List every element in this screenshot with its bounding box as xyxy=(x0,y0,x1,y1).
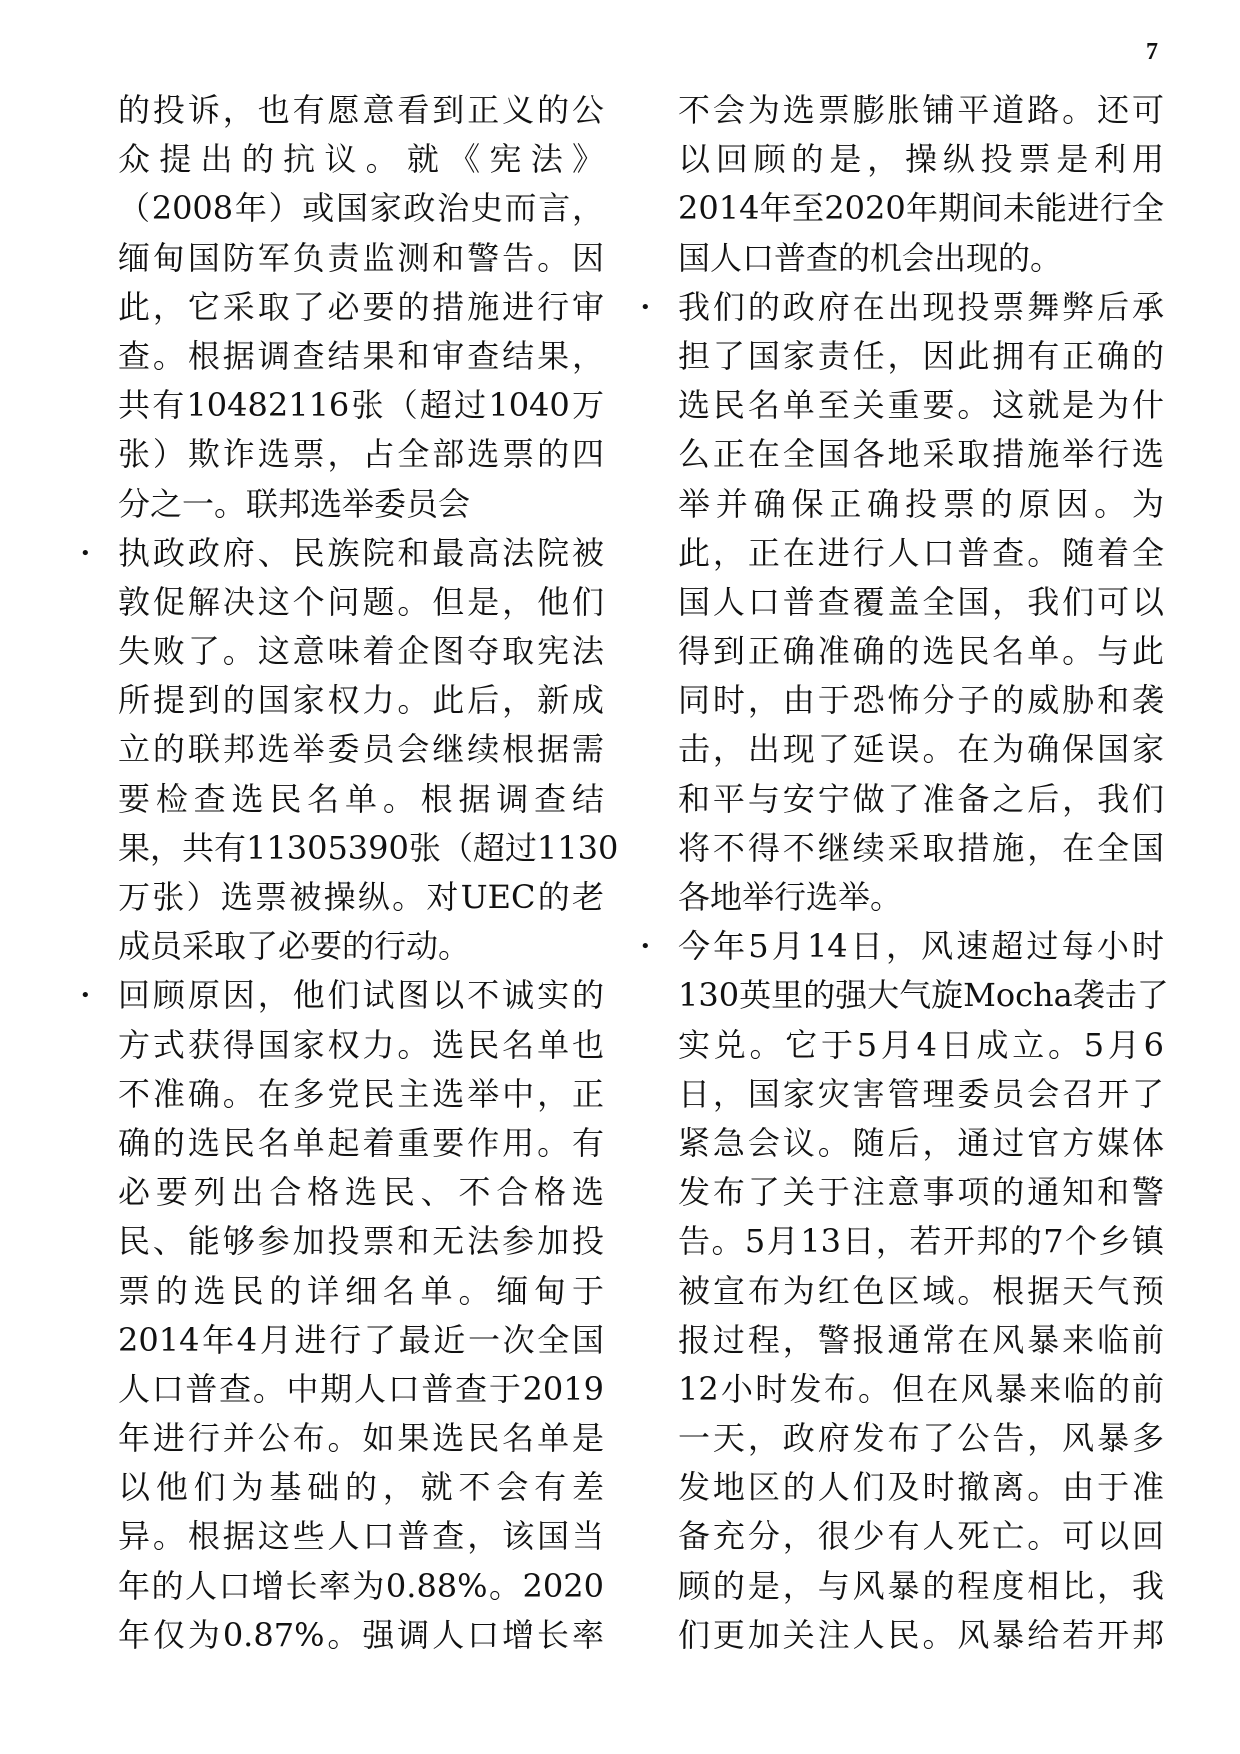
text-line-content: 的投诉，也有愿意看到正义的公 xyxy=(118,91,604,129)
text-line xyxy=(118,676,604,725)
text-line xyxy=(678,184,1164,233)
text-line xyxy=(118,1119,604,1168)
text-line-content: 今年5月14日，风速超过每小时 xyxy=(678,927,1164,966)
text-line xyxy=(118,234,604,283)
text-line xyxy=(118,135,604,184)
text-line-content: 张）欺诈选票，占全部选票的四 xyxy=(118,435,604,474)
text-line xyxy=(678,824,1164,873)
text-line-content: 失败了。这意味着企图夺取宪法 xyxy=(118,632,604,671)
text-line-content: 国人口普查的机会出现的。 xyxy=(678,238,1063,277)
text-line xyxy=(118,922,604,971)
text-line xyxy=(678,1267,1164,1316)
text-line-content: 2014年4月进行了最近一次全国 xyxy=(118,1320,604,1359)
text-line-content: 报过程，警报通常在风暴来临前 xyxy=(678,1320,1164,1359)
text-line xyxy=(678,1119,1164,1168)
text-line xyxy=(678,1316,1164,1365)
text-line xyxy=(678,1070,1164,1119)
text-line-content: 必要列出合格选民、不合格选 xyxy=(118,1173,604,1212)
text-line xyxy=(678,480,1164,529)
text-line xyxy=(118,184,604,233)
text-line xyxy=(678,332,1164,381)
text-line xyxy=(678,135,1164,184)
text-line xyxy=(678,873,1164,922)
text-line xyxy=(678,775,1164,824)
text-line-content: 被宣布为红色区域。根据天气预 xyxy=(678,1271,1164,1310)
text-line-content: 实兑。它于5月4日成立。5月6 xyxy=(678,1025,1164,1064)
text-line xyxy=(118,1217,604,1266)
text-line-content: 此，它采取了必要的措施进行审 xyxy=(118,287,604,326)
text-line-content: 12小时发布。但在风暴来临的前 xyxy=(678,1369,1164,1408)
text-line xyxy=(678,86,1164,135)
text-line-content: 立的联邦选举委员会继续根据需 xyxy=(118,730,604,769)
text-line xyxy=(678,234,1164,283)
text-line xyxy=(640,283,1164,332)
text-line-content: 所提到的国家权力。此后，新成 xyxy=(118,681,604,720)
text-line xyxy=(678,381,1164,430)
text-line-content: 以他们为基础的，就不会有差 xyxy=(118,1468,604,1507)
text-line xyxy=(118,725,604,774)
bullet-marker: • xyxy=(640,296,651,318)
text-line xyxy=(678,725,1164,774)
text-line xyxy=(678,578,1164,627)
text-line xyxy=(678,529,1164,578)
text-line-content: 130英里的强大气旋Mocha袭击了 xyxy=(678,976,1169,1015)
text-line-content: 共有10482116张（超过1040万 xyxy=(118,386,604,425)
text-line-content: 回顾原因，他们试图以不诚实的 xyxy=(118,976,604,1015)
text-line xyxy=(118,430,604,479)
right-column xyxy=(640,86,1169,1660)
text-line-content: 将不得不继续采取措施，在全国 xyxy=(678,828,1164,867)
text-line xyxy=(678,1414,1164,1463)
text-line-content: 年进行并公布。如果选民名单是 xyxy=(118,1419,604,1458)
text-line xyxy=(118,578,604,627)
text-line xyxy=(678,971,1169,1020)
text-line-content: 人口普查。中期人口普查于2019 xyxy=(118,1369,604,1408)
text-line xyxy=(678,1512,1164,1561)
text-line xyxy=(678,1168,1164,1217)
text-line xyxy=(678,1365,1164,1414)
text-line-content: 以回顾的是，操纵投票是利用 xyxy=(678,140,1164,179)
text-line-content: 缅甸国防军负责监测和警告。因 xyxy=(118,238,604,277)
text-line xyxy=(118,1168,604,1217)
text-line xyxy=(118,1365,604,1414)
text-line xyxy=(118,1267,604,1316)
text-line-content: （2008年）或国家政治史而言， xyxy=(118,189,604,228)
text-line xyxy=(118,1611,604,1660)
bullet-marker: • xyxy=(80,542,91,564)
text-line xyxy=(118,1414,604,1463)
text-line xyxy=(118,1512,604,1561)
text-line-content: 此，正在进行人口普查。随着全 xyxy=(678,533,1164,572)
text-line xyxy=(678,1021,1164,1070)
left-column xyxy=(80,86,619,1660)
text-line xyxy=(118,1070,604,1119)
text-line-content: 要检查选民名单。根据调查结 xyxy=(118,779,604,818)
text-line-content: 执政政府、民族院和最高法院被 xyxy=(118,533,604,572)
text-line xyxy=(678,430,1164,479)
text-line-content: 备充分，很少有人死亡。可以回 xyxy=(678,1517,1164,1556)
text-line-content: 国人口普查覆盖全国，我们可以 xyxy=(678,582,1164,621)
text-line-content: 万张）选票被操纵。对UEC的老 xyxy=(118,878,604,916)
text-line-content: 不会为选票膨胀铺平道路。还可 xyxy=(678,91,1164,129)
text-line xyxy=(118,1562,604,1611)
text-line-content: 日，国家灾害管理委员会召开了 xyxy=(678,1074,1164,1113)
text-line xyxy=(678,1463,1164,1512)
text-line xyxy=(118,86,604,135)
text-line-content: 顾的是，与风暴的程度相比，我 xyxy=(678,1566,1164,1605)
text-line xyxy=(118,873,604,922)
text-line xyxy=(678,1217,1164,1266)
bullet-marker: • xyxy=(80,985,91,1007)
text-line xyxy=(80,529,604,578)
text-line-content: 分之一。联邦选举委员会 xyxy=(118,484,471,523)
text-line xyxy=(118,1316,604,1365)
text-line xyxy=(118,283,604,332)
text-line-content: 敦促解决这个问题。但是，他们 xyxy=(118,582,604,621)
text-line xyxy=(118,480,604,529)
bullet-marker: • xyxy=(640,936,651,958)
text-line-content: 各地举行选举。 xyxy=(678,878,903,916)
text-line-content: 不准确。在多党民主选举中，正 xyxy=(118,1074,604,1113)
text-line xyxy=(118,381,604,430)
text-line xyxy=(678,1562,1164,1611)
text-line xyxy=(118,1021,604,1070)
text-line xyxy=(678,676,1164,725)
text-line-content: 一天，政府发布了公告，风暴多 xyxy=(678,1419,1164,1458)
text-line-content: 得到正确准确的选民名单。与此 xyxy=(678,632,1164,671)
text-line-content: 查。根据调查结果和审查结果， xyxy=(118,336,604,375)
text-line xyxy=(118,1463,604,1512)
text-line xyxy=(118,824,619,873)
text-line xyxy=(118,627,604,676)
text-line-content: 方式获得国家权力。选民名单也 xyxy=(118,1025,604,1064)
text-line-content: 选民名单至关重要。这就是为什 xyxy=(678,386,1164,425)
text-line-content: 异。根据这些人口普查，该国当 xyxy=(118,1517,604,1556)
text-line xyxy=(678,1611,1164,1660)
text-line xyxy=(118,775,604,824)
text-line-content: 2014年至2020年期间未能进行全 xyxy=(678,189,1164,228)
text-line-content: 紧急会议。随后，通过官方媒体 xyxy=(678,1123,1164,1162)
text-line-content: 同时，由于恐怖分子的威胁和袭 xyxy=(678,681,1164,720)
text-line-content: 发布了关于注意事项的通知和警 xyxy=(678,1173,1164,1212)
text-line-content: 么正在全国各地采取措施举行选 xyxy=(678,435,1164,474)
text-line xyxy=(118,332,604,381)
text-line-content: 果，共有11305390张（超过1130 xyxy=(118,828,619,867)
text-line-content: 众提出的抗议。就《宪法》 xyxy=(118,140,604,179)
page-number: 7 xyxy=(1146,39,1158,65)
text-line-content: 我们的政府在出现投票舞弊后承 xyxy=(678,287,1164,326)
text-line xyxy=(640,922,1164,971)
text-line xyxy=(678,627,1164,676)
text-line-content: 击，出现了延误。在为确保国家 xyxy=(678,730,1164,769)
text-line-content: 发地区的人们及时撤离。由于准 xyxy=(678,1468,1164,1507)
text-line-content: 民、能够参加投票和无法参加投 xyxy=(118,1222,604,1261)
text-line-content: 们更加关注人民。风暴给若开邦 xyxy=(678,1615,1164,1654)
text-line-content: 确的选民名单起着重要作用。有 xyxy=(118,1123,604,1162)
text-line-content: 年的人口增长率为0.88%。2020 xyxy=(118,1566,604,1605)
text-line-content: 年仅为0.87%。强调人口增长率 xyxy=(118,1615,604,1654)
text-line-content: 举并确保正确投票的原因。为 xyxy=(678,484,1164,523)
text-line-content: 和平与安宁做了准备之后，我们 xyxy=(678,779,1164,818)
text-line-content: 担了国家责任，因此拥有正确的 xyxy=(678,336,1164,375)
text-line xyxy=(80,971,604,1020)
text-line-content: 告。5月13日，若开邦的7个乡镇 xyxy=(678,1222,1164,1261)
text-line-content: 成员采取了必要的行动。 xyxy=(118,927,471,966)
text-line-content: 票的选民的详细名单。缅甸于 xyxy=(118,1271,604,1310)
